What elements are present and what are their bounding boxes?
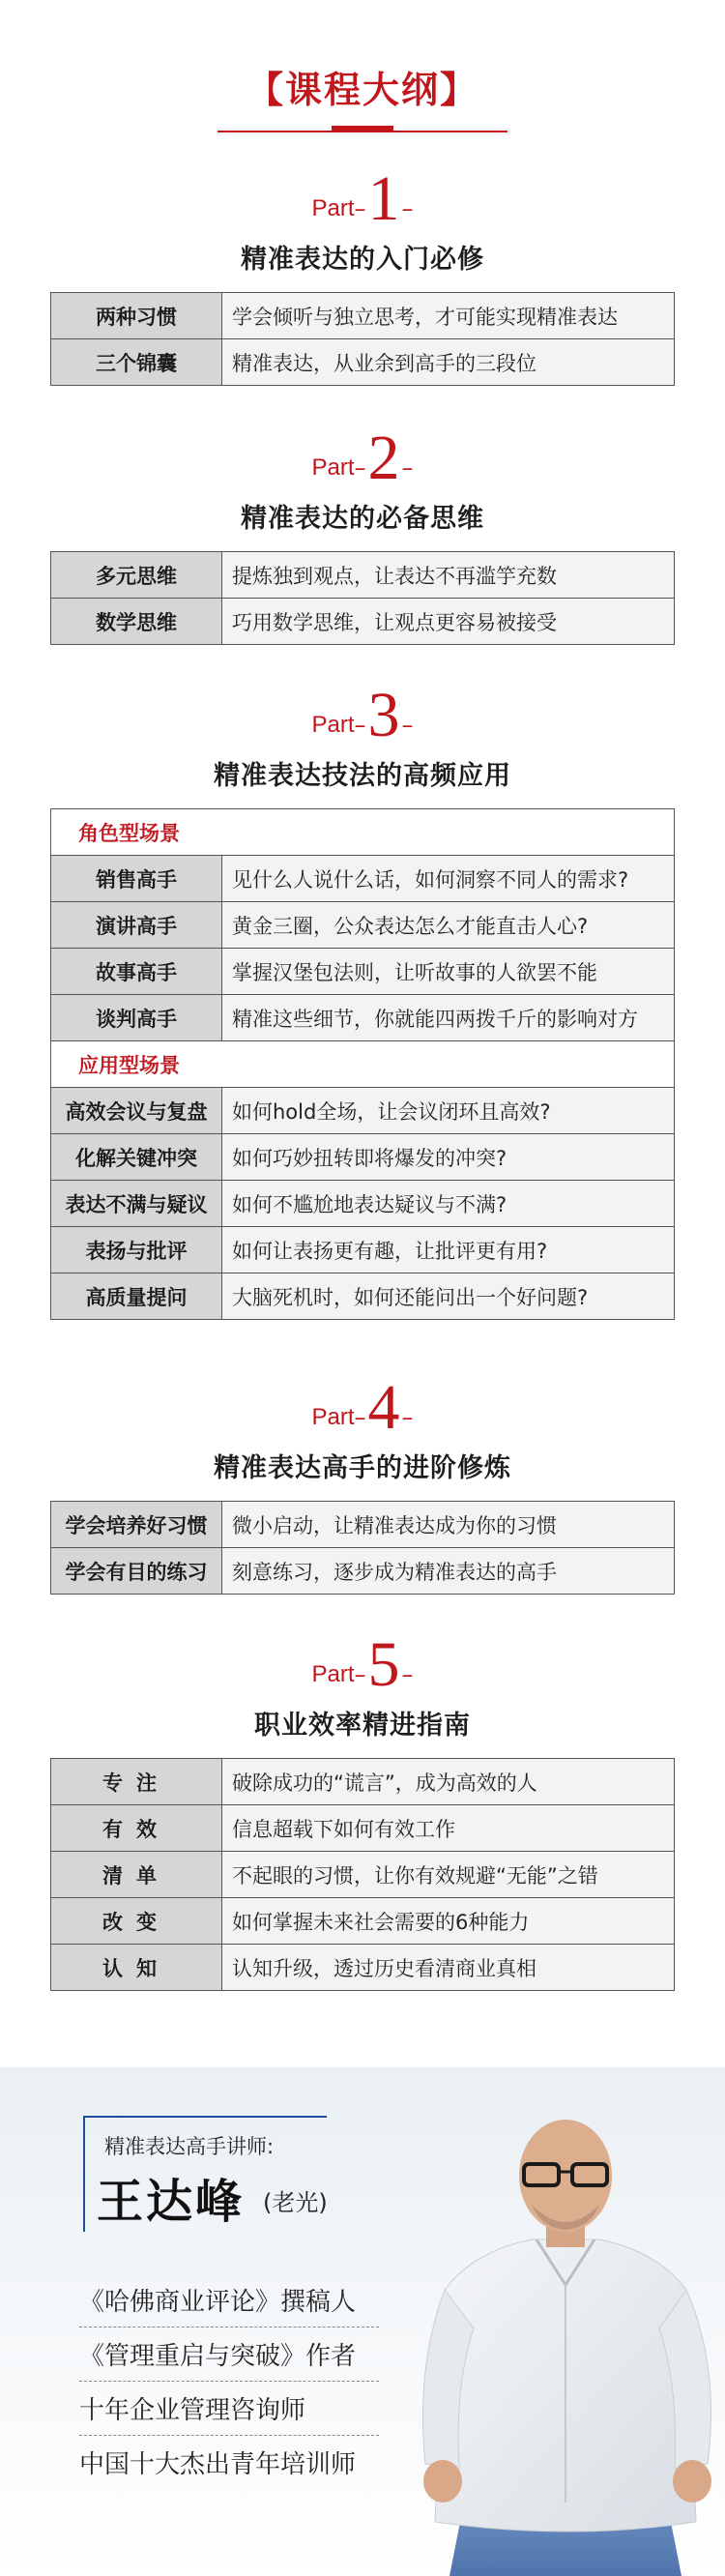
table-row (51, 1548, 675, 1595)
table-row (51, 1945, 675, 1991)
part-3-table (50, 808, 675, 1320)
lecturer-label: 精准表达高手讲师: (104, 2135, 275, 2158)
row-value: 如何让表扬更有趣，让批评更有用? (222, 1227, 675, 1273)
part-dash: – (401, 712, 414, 739)
part-word: Part (311, 712, 355, 738)
title-divider-accent (332, 126, 393, 132)
credential-divider (79, 2381, 379, 2382)
lecturer-frame-left (83, 2116, 85, 2232)
lecturer-frame-top (85, 2116, 327, 2118)
row-key: 改变 (51, 1898, 222, 1945)
table-row (51, 1181, 675, 1227)
table-row (51, 1088, 675, 1134)
part-dash: – (354, 195, 366, 222)
row-value: 掌握汉堡包法则，让听故事的人欲罢不能 (222, 949, 675, 995)
row-key: 高效会议与复盘 (51, 1088, 222, 1134)
part-dash: – (354, 454, 366, 482)
part-dash: – (354, 1404, 366, 1431)
table-row (51, 1227, 675, 1273)
part-5-title: 职业效率精进指南 (254, 1711, 471, 1741)
section-heading: 角色型场景 (51, 809, 675, 856)
table-row (51, 339, 675, 386)
row-value: 信息超载下如何有效工作 (222, 1805, 675, 1852)
part-5-label (0, 1629, 725, 1700)
part-word: Part (311, 1404, 355, 1430)
part-1-label (0, 163, 725, 234)
section-row (51, 809, 675, 856)
table-row (51, 995, 675, 1041)
part-word: Part (311, 454, 355, 481)
part-dash: – (401, 1661, 414, 1688)
row-value: 见什么人说什么话，如何洞察不同人的需求? (222, 856, 675, 902)
row-key: 多元思维 (51, 552, 222, 599)
row-value: 大脑死机时，如何还能问出一个好问题? (222, 1273, 675, 1320)
part-1-table (50, 292, 675, 386)
row-value: 破除成功的“谎言”，成为高效的人 (222, 1759, 675, 1805)
table-row (51, 293, 675, 339)
row-value: 如何hold全场，让会议闭环且高效? (222, 1088, 675, 1134)
row-value: 黄金三圈，公众表达怎么才能直击人心? (222, 902, 675, 949)
row-key: 化解关键冲突 (51, 1134, 222, 1181)
table-row (51, 949, 675, 995)
table-row (51, 1273, 675, 1320)
lecturer-nickname: (老光) (263, 2189, 328, 2216)
row-key: 故事高手 (51, 949, 222, 995)
part-word: Part (311, 1661, 355, 1687)
outline-header (0, 60, 725, 113)
part-2-title: 精准表达的必备思维 (241, 504, 484, 534)
credential-item: 十年企业管理咨询师 (79, 2396, 306, 2425)
row-value: 如何不尴尬地表达疑议与不满? (222, 1181, 675, 1227)
lecturer-photo (406, 2116, 725, 2576)
part-dash: – (401, 454, 414, 482)
row-key: 高质量提问 (51, 1273, 222, 1320)
table-row (51, 902, 675, 949)
part-2-label (0, 423, 725, 493)
row-key: 专注 (51, 1759, 222, 1805)
part-3-label (0, 680, 725, 750)
table-row (51, 1898, 675, 1945)
row-key: 认知 (51, 1945, 222, 1991)
credential-divider (79, 2435, 379, 2436)
part-number: 5 (367, 1629, 400, 1700)
part-5-table (50, 1758, 675, 1991)
table-row (51, 1134, 675, 1181)
row-value: 微小启动，让精准表达成为你的习惯 (222, 1502, 675, 1548)
part-dash: – (401, 1404, 414, 1431)
row-value: 不起眼的习惯，让你有效规避“无能”之错 (222, 1852, 675, 1898)
table-row (51, 1502, 675, 1548)
part-4-label (0, 1372, 725, 1443)
part-dash: – (354, 712, 366, 739)
part-word: Part (311, 195, 355, 221)
part-number: 1 (367, 163, 400, 234)
page-title: 【课程大纲】 (246, 69, 478, 111)
part-number: 3 (367, 680, 400, 750)
row-value: 如何巧妙扭转即将爆发的冲突? (222, 1134, 675, 1181)
part-4-title: 精准表达高手的进阶修炼 (214, 1453, 511, 1483)
row-value: 如何掌握未来社会需要的6种能力 (222, 1898, 675, 1945)
section-row (51, 1041, 675, 1088)
row-key: 表达不满与疑议 (51, 1181, 222, 1227)
row-key: 表扬与批评 (51, 1227, 222, 1273)
row-value: 精准表达，从业余到高手的三段位 (222, 339, 675, 386)
row-value: 提炼独到观点，让表达不再滥竽充数 (222, 552, 675, 599)
part-dash: – (354, 1661, 366, 1688)
table-row (51, 1852, 675, 1898)
table-row (51, 1759, 675, 1805)
lecturer-section (0, 2067, 725, 2576)
row-value: 学会倾听与独立思考，才可能实现精准表达 (222, 293, 675, 339)
table-row (51, 856, 675, 902)
section-heading: 应用型场景 (51, 1041, 675, 1088)
row-key: 数学思维 (51, 599, 222, 645)
row-value: 巧用数学思维，让观点更容易被接受 (222, 599, 675, 645)
part-4-table (50, 1501, 675, 1595)
row-key: 有效 (51, 1805, 222, 1852)
row-key: 学会有目的练习 (51, 1548, 222, 1595)
part-1-title: 精准表达的入门必修 (241, 245, 484, 275)
table-row (51, 552, 675, 599)
row-key: 三个锦囊 (51, 339, 222, 386)
row-key: 学会培养好习惯 (51, 1502, 222, 1548)
part-number: 4 (367, 1372, 400, 1443)
row-value: 认知升级，透过历史看清商业真相 (222, 1945, 675, 1991)
table-row (51, 1805, 675, 1852)
credential-item: 《管理重启与突破》作者 (79, 2342, 357, 2371)
row-key: 清单 (51, 1852, 222, 1898)
part-number: 2 (367, 423, 400, 493)
part-2-table (50, 551, 675, 645)
row-value: 刻意练习，逐步成为精准表达的高手 (222, 1548, 675, 1595)
credential-item: 中国十大杰出青年培训师 (79, 2450, 357, 2479)
row-value: 精准这些细节，你就能四两拨千斤的影响对方 (222, 995, 675, 1041)
lecturer-name: 王达峰 (97, 2175, 246, 2229)
row-key: 销售高手 (51, 856, 222, 902)
row-key: 谈判高手 (51, 995, 222, 1041)
part-dash: – (401, 195, 414, 222)
row-key: 两种习惯 (51, 293, 222, 339)
credential-item: 《哈佛商业评论》撰稿人 (79, 2288, 357, 2317)
part-3-title: 精准表达技法的高频应用 (214, 761, 511, 791)
row-key: 演讲高手 (51, 902, 222, 949)
table-row (51, 599, 675, 645)
